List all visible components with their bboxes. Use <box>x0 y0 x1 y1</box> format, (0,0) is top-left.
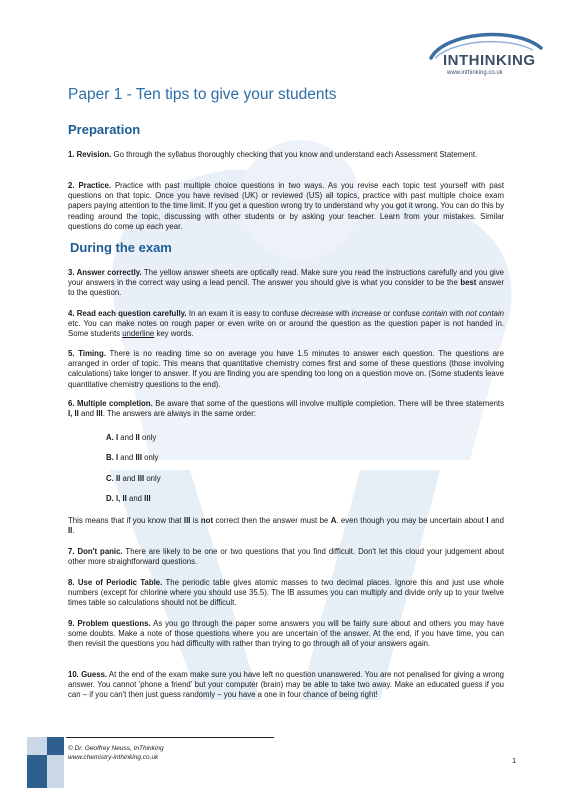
tip-2-body: Practice with past multiple choice questions in two ways. As you revise each topic test yourself with past questions on that topic. Once you have revised (UK) or reviewed (US) all topics, practice with past multiple choice exam papers paying attention to the time limit. If you get a question wrong try to understand why you got it wrong. You can do this by reading around the topic, discussing with other students or by asking your teacher. Learn from your mistakes. Similar questions do come up each year. <box>68 181 504 231</box>
roman-numeral: I <box>115 453 119 462</box>
tip-4-paragraph <box>68 309 504 340</box>
tip-4-underlined-word: underline <box>122 329 155 339</box>
tip-6-text: is <box>190 516 201 525</box>
tip-3-bold-word: best <box>460 278 477 288</box>
tip-7-paragraph <box>68 547 504 567</box>
footer-square-dark <box>27 755 47 788</box>
logo-text: INTHINKING <box>443 52 536 69</box>
tip-9-paragraph <box>68 619 504 650</box>
option-a <box>106 433 156 442</box>
tip-4-text: with <box>447 309 466 318</box>
footer-square-light <box>27 737 47 755</box>
tip-6-bold: not <box>200 516 214 525</box>
tip-6-bold: III <box>96 409 103 419</box>
roman-numeral: III <box>135 453 142 462</box>
option-text: and <box>118 433 136 442</box>
option-b <box>106 453 158 462</box>
roman-numeral: III <box>144 494 151 503</box>
roman-numeral: II <box>135 433 140 442</box>
tip-6-text: correct then the answer must be <box>213 516 331 525</box>
tip-6-text: This means that if you know that <box>68 516 184 525</box>
tip-2-heading: 2. Practice. <box>68 181 111 190</box>
tip-4-italic: decrease <box>301 309 334 318</box>
tip-6-text: . <box>72 526 75 536</box>
option-c <box>106 474 161 483</box>
tip-10-heading: 10. Guess. <box>68 670 108 679</box>
tip-6-bold: III <box>183 516 191 525</box>
footer-square-light <box>47 755 64 788</box>
tip-6-paragraph <box>68 399 504 419</box>
tip-2-paragraph <box>68 181 504 232</box>
option-letter: A. <box>106 433 116 442</box>
roman-numeral: I <box>115 433 119 442</box>
tip-6-bold: I <box>486 516 489 525</box>
section-heading-preparation: Preparation <box>68 122 141 137</box>
inthinking-logo <box>425 28 545 84</box>
tip-6-text: . The answers are always in the same order: <box>102 409 256 419</box>
option-text: and <box>120 474 138 483</box>
tip-3-body-a: The yellow answer sheets are optically read. Make sure you read the instructions carefully and you give your answers in the correct way using a lead pencil. The answer you should give is what you consider to be the <box>68 268 504 288</box>
tip-1-heading: 1. Revision. <box>68 150 112 159</box>
page-title: Paper 1 - Ten tips to give your students <box>68 86 337 103</box>
tip-9-heading: 9. Problem questions. <box>68 619 151 628</box>
tip-6-bold: I, II <box>68 409 79 419</box>
option-text: and <box>126 494 145 503</box>
tip-4-heading: 4. Read each question carefully. <box>68 309 187 318</box>
tip-8-heading: 8. Use of Periodic Table. <box>68 578 163 587</box>
tip-6-bold: II <box>68 526 73 536</box>
tip-3-paragraph <box>68 268 504 299</box>
tip-9-body: As you go through the paper some answers you will be fairly sure about and others you may have some doubts. Make a note of those questions where you are uncertain of the answer. At the end, if you have time, you can then revisit the questions you had difficulty with rather than trying to go through all of your answers again. <box>68 619 504 649</box>
tip-4-italic: contain <box>422 309 448 318</box>
tip-5-body: There is no reading time so on average you have 1.5 minutes to answer each question. The questions are arranged in order of topic. This means that quantitative chemistry comes first and some of these questions (those involving calculations) take longer to answer. If you are finding you are spending too long on a question move on. (Some students leave quantitative chemistry questions to the end). <box>68 349 504 389</box>
option-text: only <box>144 474 161 483</box>
tip-8-paragraph <box>68 578 504 609</box>
option-text: only <box>139 433 157 442</box>
tip-8-body: The periodic table gives atomic masses to two decimal places. Ignore this and just use whole numbers (except for chlorine where you should use 35.5). The IB assumes you can multiply and divide only up to your twelve times table so calculations should not be difficult. <box>68 578 504 608</box>
option-letter: B. <box>106 453 116 462</box>
footer-divider <box>66 737 274 738</box>
tip-6-text: . even though you may be uncertain about <box>336 516 487 525</box>
option-letter: C. <box>106 474 116 483</box>
tip-7-body: There are likely to be one or two questions that you find difficult. Don't let this cloud your judgement about other more straightforward questions. <box>68 547 504 567</box>
tip-4-text: key words. <box>154 329 194 339</box>
tip-7-heading: 7. Don't panic. <box>68 547 123 556</box>
tip-6-text: Be aware that some of the questions will involve multiple completion. There will be three statements <box>152 399 504 408</box>
roman-numeral: II <box>115 474 121 483</box>
logo-url: www.inthinking.co.uk <box>447 70 503 76</box>
tip-4-italic: not contain <box>465 309 505 318</box>
option-text: and <box>118 453 136 462</box>
section-heading-during-exam: During the exam <box>70 240 172 255</box>
tip-4-text: or confuse <box>381 309 423 318</box>
roman-numeral: I, II <box>115 494 127 503</box>
tip-4-text: with <box>333 309 352 318</box>
option-text: only <box>141 453 159 462</box>
tip-6-bold: A <box>330 516 337 525</box>
tip-4-text: etc. You can make notes on rough paper or even write on or around the question as the question paper is not handed in. Some students <box>68 319 504 339</box>
tip-4-italic: increase <box>351 309 382 318</box>
tip-4-text: In an exam it is easy to confuse <box>186 309 302 318</box>
footer-author: © Dr. Geoffrey Neuss, InThinking <box>68 745 164 752</box>
footer-site: www.chemistry-inthinking.co.uk <box>68 754 159 761</box>
tip-6-text: and <box>488 516 504 525</box>
tip-6-text: and <box>78 409 97 419</box>
tip-10-paragraph <box>68 670 504 701</box>
tip-10-body: At the end of the exam make sure you have left no question unanswered. You are not penalised for giving a wrong answer. You cannot 'phone a friend' but your computer (brain) may be able to take two away. Make an educated guess if you can – if you can't then just guess randomly – you have a one in four chance of being right! <box>68 670 504 700</box>
option-letter: D. <box>106 494 116 503</box>
tip-3-heading: 3. Answer correctly. <box>68 268 142 277</box>
footer-square-dark <box>47 737 64 755</box>
tip-6-heading: 6. Multiple completion. <box>68 399 153 408</box>
tip-3-body-b: answer to the question. <box>68 278 504 298</box>
tip-5-heading: 5. Timing. <box>68 349 106 358</box>
option-d <box>106 494 151 503</box>
tip-6-conclusion <box>68 516 504 536</box>
tip-5-paragraph <box>68 349 504 390</box>
page-number: 1 <box>512 756 517 765</box>
tip-1-body: Go through the syllabus thoroughly checking that you know and understand each Assessment Statement. <box>111 150 478 159</box>
tip-1-paragraph <box>68 150 504 160</box>
roman-numeral: III <box>137 474 145 483</box>
